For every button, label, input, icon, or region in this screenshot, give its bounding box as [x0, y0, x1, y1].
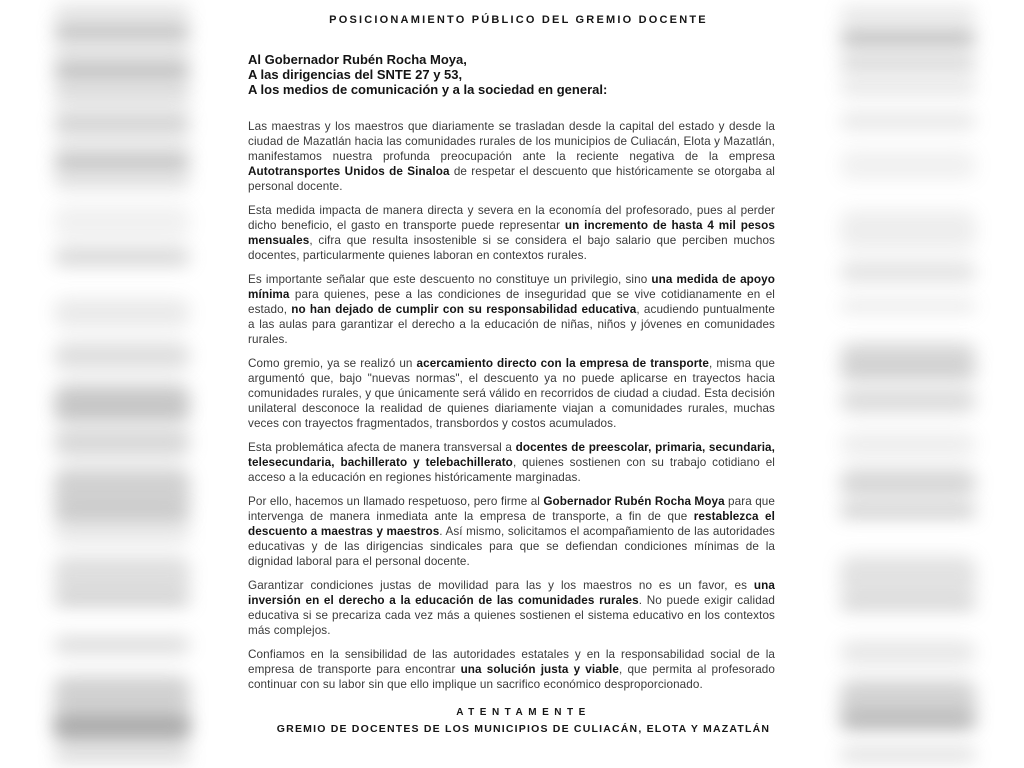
blur-band — [54, 636, 190, 654]
paragraph-company-response: Como gremio, ya se realizó un acercamiento directo con la empresa de transporte, misma que argumentó que, bajo "nuevas normas", el descuento ya no puede aplicarse en trayectos hacia comunidades rurales, y que únicamente será válido en recorridos de ciudad a ciudad. Esta decisión unilateral desconoce la realidad de quienes diariamente viajan a comunidades rurales, muchas veces con trayectos fragmentados, transbordos y costos acumulados. — [248, 357, 776, 430]
blur-band — [840, 469, 976, 497]
blur-band — [840, 343, 976, 369]
salutation-line-governor: Al Gobernador Rubén Rocha Moya, — [248, 52, 467, 67]
blur-band — [840, 640, 976, 665]
blur-band — [840, 432, 976, 457]
paragraph-economic-impact: Esta medida impacta de manera directa y severa en la economía del profesorado, pues al perder dicho beneficio, el gasto en transporte puede representar un incremento de hasta 4 mil pesos mensuales, cifra que resulta insostenible si se considera el bajo salario que perciben muchos docentes, particularmente quienes laboran en contextos rurales. — [248, 204, 775, 262]
document-title: POSICIONAMIENTO PÚBLICO DEL GREMIO DOCENTE — [329, 14, 708, 26]
blur-band — [54, 47, 190, 59]
blur-band — [54, 468, 190, 514]
blur-band — [54, 750, 190, 762]
blur-band — [840, 150, 976, 180]
blur-band — [840, 56, 976, 70]
blur-band — [840, 30, 976, 46]
blur-band — [54, 298, 190, 328]
statement-body — [248, 119, 775, 692]
blur-band — [54, 155, 190, 169]
blur-band — [840, 714, 976, 729]
blur-band — [54, 117, 190, 131]
background-blur-left — [52, 0, 192, 768]
blur-band — [54, 25, 190, 39]
salutation-block — [248, 52, 775, 97]
paragraph-call-to-governor: Por ello, hacemos un llamado respetuoso, pero firme al Gobernador Rubén Rocha Moya para que intervenga de manera inmediata ante la empresa de transporte, a fin de que restablezca el descuento a maestras y maestros. Así mismo, solicitamos el acompañamiento de las autoridades educativas y de las dirigencias sindicales para que se defiendan condiciones mínimas de la dignidad laboral para el personal docente. — [248, 495, 775, 568]
blur-band — [54, 342, 190, 370]
salutation-line-snte: A las dirigencias del SNTE 27 y 53, — [248, 67, 463, 82]
blur-band — [54, 427, 190, 457]
blur-band — [840, 262, 976, 282]
blur-band — [840, 112, 976, 130]
blur-band — [54, 556, 190, 596]
blur-band — [54, 103, 190, 113]
paragraph-intro: Las maestras y los maestros que diariamente se trasladan desde la capital del estado y desde la ciudad de Mazatlán hacia las comunidades rurales de los municipios de Culiacán, Elota y Mazatlán, manifestamos nuestra profunda preocupación ante la reciente negativa de la empresa Autotransportes Unidos de Sinaloa de respetar el descuento que históricamente se otorgaba al personal docente. — [248, 120, 775, 193]
paragraph-affected-teachers: Esta problemática afecta de manera transversal a docentes de preescolar, primaria, secundaria, telesecundaria, bachillerato y telebachillerato, quienes sostienen con su trabajo cotidiano el acceso a la educación en regiones históricamente marginadas. — [248, 441, 775, 484]
blur-band — [54, 409, 190, 418]
blur-band — [54, 384, 190, 414]
blur-band — [54, 248, 190, 266]
blur-band — [840, 556, 976, 598]
blur-band — [54, 205, 190, 240]
closing-block — [248, 706, 799, 736]
paragraph-mobility-rights: Garantizar condiciones justas de movilidad para las y los maestros no es un favor, es una inversión en el derecho a la educación de las comunidades rurales. No puede exigir calidad educativa si se precariza cada vez más a quienes sostienen el sistema educativo en los contextos más complejos. — [248, 579, 775, 637]
paragraph-trust-solution: Confiamos en la sensibilidad de las autoridades estatales y en la responsabilidad social de la empresa de transporte para encontrar una solución justa y viable, que permita al profesorado continuar con su labor sin que ello implique un sacrifico económico desproporcionado. — [248, 648, 776, 691]
statement-document — [248, 0, 775, 736]
closing-signature: GREMIO DE DOCENTES DE LOS MUNICIPIOS DE CULIACÁN, ELOTA Y MAZATLÁN — [276, 723, 771, 735]
blur-band — [54, 526, 190, 541]
blur-band — [840, 388, 976, 413]
blur-band — [840, 80, 976, 94]
blur-band — [840, 300, 976, 312]
blur-band — [840, 598, 976, 610]
blur-band — [54, 85, 190, 97]
blur-band — [54, 139, 190, 149]
blur-band — [54, 718, 190, 734]
blur-band — [54, 676, 190, 746]
blur-band — [840, 367, 976, 377]
paragraph-not-a-privilege: Es importante señalar que este descuento no constituye un privilegio, sino una medida de apoyo mínima para quienes, pese a las condiciones de inseguridad que se vive cotidianamente en el estado, no han dejado de cumplir con su responsabilidad educativa, acudiendo puntualmente a las aulas para garantizar el derecho a la educación de niñas, niños y jóvenes en comunidades rurales. — [248, 273, 775, 346]
blur-band — [840, 210, 976, 250]
background-blur-right — [838, 0, 978, 768]
blur-band — [54, 6, 190, 19]
blur-band — [54, 511, 190, 520]
salutation-line-media: A los medios de comunicación y a la sociedad en general: — [248, 82, 608, 97]
blur-band — [840, 505, 976, 517]
blur-band — [840, 680, 976, 722]
blur-band — [840, 748, 976, 761]
blur-band — [54, 175, 190, 187]
closing-atentamente: ATENTAMENTE — [456, 707, 591, 718]
blur-band — [54, 595, 190, 605]
blur-band — [840, 8, 976, 22]
blur-band — [54, 64, 190, 78]
